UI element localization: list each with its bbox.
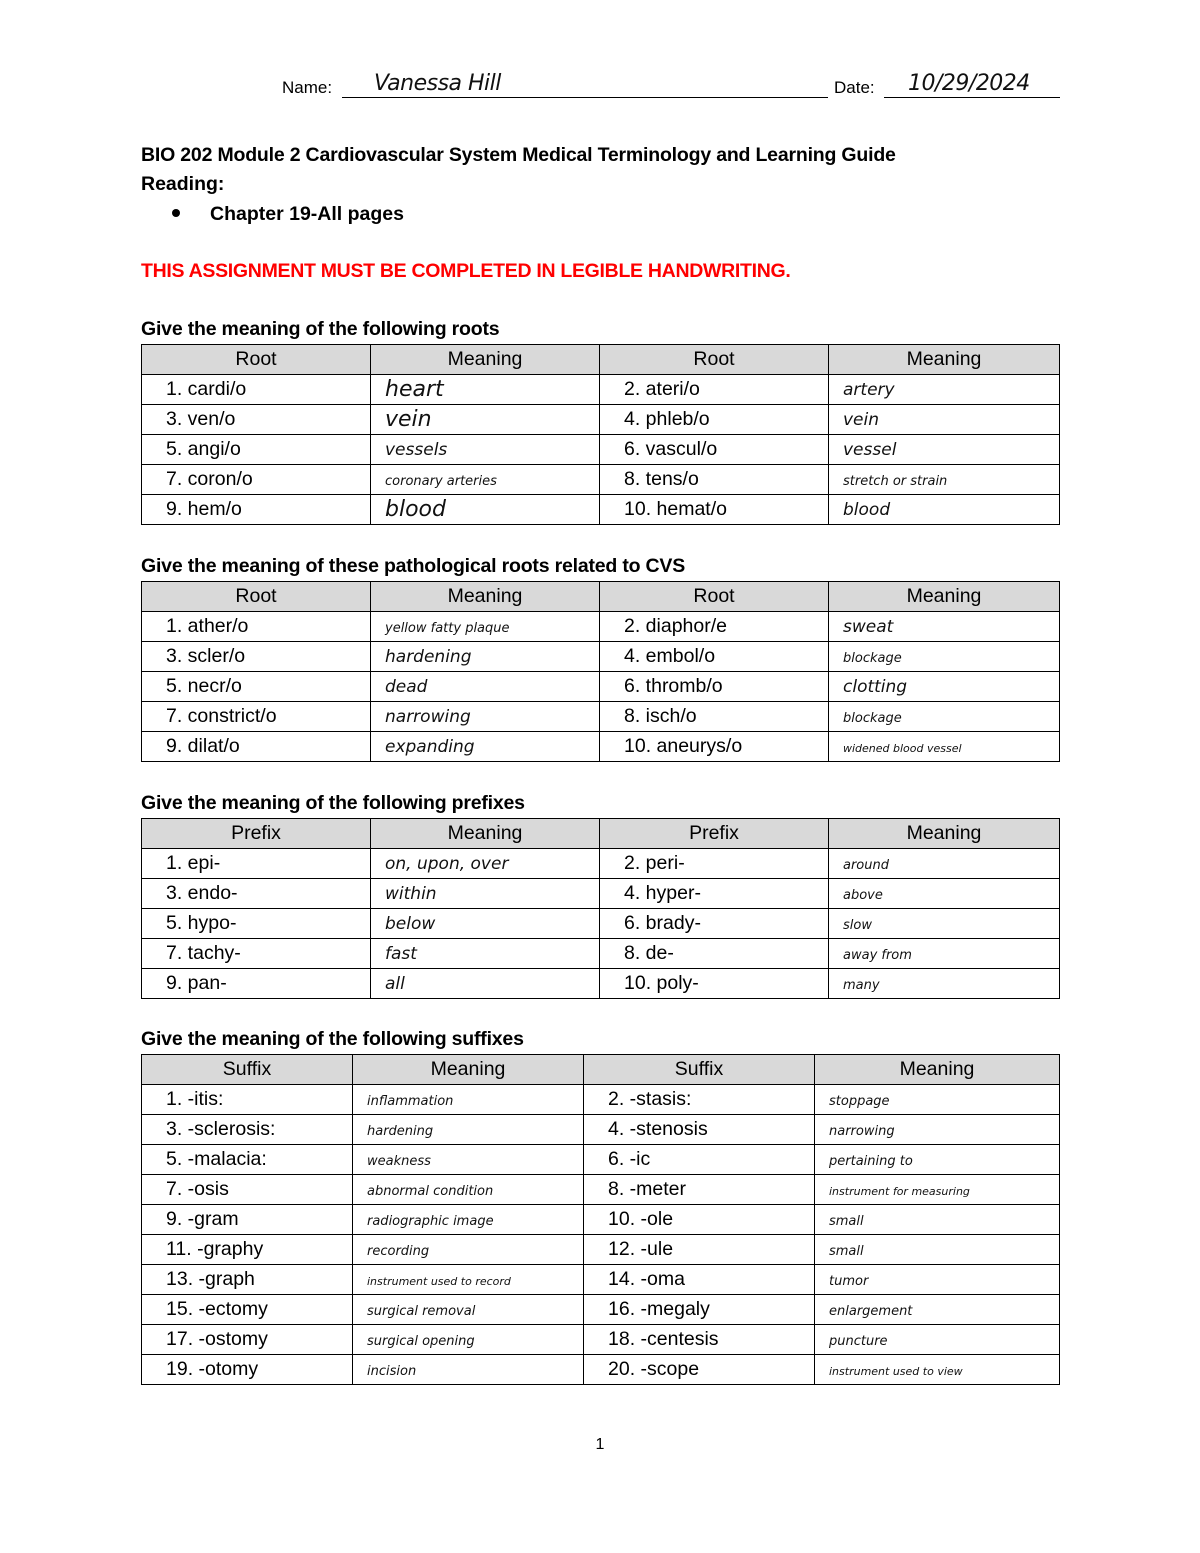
answer-cell[interactable] [353, 1205, 584, 1235]
term-cell: 9. -gram [142, 1205, 353, 1235]
answer-text: blockage [843, 651, 902, 666]
term-cell: 20. -scope [584, 1355, 815, 1385]
table-header-row [142, 1055, 1060, 1085]
answer-cell[interactable] [371, 702, 600, 732]
name-value: Vanessa Hill [374, 71, 501, 96]
answer-cell[interactable] [829, 672, 1060, 702]
answer-text: recording [367, 1244, 430, 1259]
answer-text: surgical opening [367, 1334, 475, 1349]
header-row [282, 70, 1062, 104]
term-cell: 6. thromb/o [600, 672, 829, 702]
term-cell: 4. phleb/o [600, 405, 829, 435]
column-header: Meaning [371, 345, 600, 375]
table-row [142, 702, 1060, 732]
answer-cell[interactable] [353, 1355, 584, 1385]
table-row [142, 732, 1060, 762]
term-cell: 5. hypo- [142, 909, 371, 939]
pathological-table [141, 581, 1060, 762]
answer-text: blood [843, 500, 891, 520]
term-cell: 9. pan- [142, 969, 371, 999]
term-cell: 7. constrict/o [142, 702, 371, 732]
table-row [142, 1325, 1060, 1355]
term-cell: 1. ather/o [142, 612, 371, 642]
handwriting-warning: THIS ASSIGNMENT MUST BE COMPLETED IN LEGIBLE HANDWRITING. [141, 260, 791, 282]
table-row [142, 1265, 1060, 1295]
answer-cell[interactable] [815, 1145, 1060, 1175]
answer-text: narrowing [829, 1124, 895, 1139]
answer-text: vessel [843, 440, 897, 460]
answer-text: on, upon, over [385, 854, 509, 874]
answer-cell[interactable] [815, 1175, 1060, 1205]
column-header: Meaning [829, 582, 1060, 612]
term-cell: 8. -meter [584, 1175, 815, 1205]
answer-text: instrument for measuring [829, 1185, 970, 1198]
answer-cell[interactable] [353, 1085, 584, 1115]
answer-text: sweat [843, 617, 894, 637]
answer-cell[interactable] [371, 909, 600, 939]
answer-cell[interactable] [815, 1295, 1060, 1325]
table-header-row [142, 819, 1060, 849]
answer-cell[interactable] [829, 612, 1060, 642]
date-label: Date: [834, 78, 875, 97]
answer-text: within [385, 884, 437, 904]
column-header: Root [142, 582, 371, 612]
table-row [142, 495, 1060, 525]
table-row [142, 465, 1060, 495]
term-cell: 1. cardi/o [142, 375, 371, 405]
answer-text: vein [385, 407, 432, 432]
answer-text: clotting [843, 677, 908, 697]
answer-cell[interactable] [353, 1145, 584, 1175]
column-header: Prefix [600, 819, 829, 849]
term-cell: 10. hemat/o [600, 495, 829, 525]
term-cell: 4. embol/o [600, 642, 829, 672]
answer-text: puncture [829, 1334, 888, 1349]
term-cell: 3. -sclerosis: [142, 1115, 353, 1145]
page-number: 1 [595, 1436, 605, 1453]
answer-cell[interactable] [371, 672, 600, 702]
table-row [142, 375, 1060, 405]
term-cell: 12. -ule [584, 1235, 815, 1265]
reading-item-text: Chapter 19-All pages [210, 203, 404, 225]
table-row [142, 1205, 1060, 1235]
table-row [142, 1115, 1060, 1145]
term-cell: 17. -ostomy [142, 1325, 353, 1355]
date-value: 10/29/2024 [908, 71, 1030, 96]
term-cell: 1. -itis: [142, 1085, 353, 1115]
answer-text: blood [385, 497, 446, 522]
answer-cell[interactable] [829, 465, 1060, 495]
term-cell: 5. -malacia: [142, 1145, 353, 1175]
term-cell: 7. coron/o [142, 465, 371, 495]
answer-text: heart [385, 377, 444, 402]
term-cell: 6. -ic [584, 1145, 815, 1175]
column-header: Prefix [142, 819, 371, 849]
answer-cell[interactable] [815, 1325, 1060, 1355]
answer-text: away from [843, 948, 912, 963]
prefixes-table [141, 818, 1060, 999]
answer-cell[interactable] [371, 375, 600, 405]
term-cell: 4. hyper- [600, 879, 829, 909]
table-row [142, 879, 1060, 909]
term-cell: 5. necr/o [142, 672, 371, 702]
term-cell: 3. ven/o [142, 405, 371, 435]
answer-text: instrument used to record [367, 1275, 511, 1288]
answer-cell[interactable] [829, 702, 1060, 732]
column-header: Root [142, 345, 371, 375]
answer-text: hardening [367, 1124, 434, 1139]
table-row [142, 1355, 1060, 1385]
answer-text: surgical removal [367, 1304, 476, 1319]
answer-text: tumor [829, 1274, 869, 1289]
term-cell: 10. -ole [584, 1205, 815, 1235]
term-cell: 19. -otomy [142, 1355, 353, 1385]
answer-text: yellow fatty plaque [385, 621, 510, 636]
term-cell: 2. ateri/o [600, 375, 829, 405]
answer-cell[interactable] [829, 909, 1060, 939]
date-field[interactable] [884, 68, 1060, 98]
answer-text: narrowing [385, 707, 471, 727]
term-cell: 10. poly- [600, 969, 829, 999]
answer-text: instrument used to view [829, 1365, 963, 1378]
answer-text: above [843, 888, 883, 903]
answer-text: inflammation [367, 1094, 454, 1109]
term-cell: 7. -osis [142, 1175, 353, 1205]
answer-cell[interactable] [371, 939, 600, 969]
table-row [142, 1175, 1060, 1205]
term-cell: 8. tens/o [600, 465, 829, 495]
term-cell: 16. -megaly [584, 1295, 815, 1325]
column-header: Suffix [584, 1055, 815, 1085]
answer-text: widened blood vessel [843, 742, 962, 755]
term-cell: 8. isch/o [600, 702, 829, 732]
term-cell: 15. -ectomy [142, 1295, 353, 1325]
table-row [142, 1085, 1060, 1115]
answer-cell[interactable] [353, 1115, 584, 1145]
suffixes-heading: Give the meaning of the following suffixes [141, 1028, 524, 1050]
answer-text: all [385, 974, 405, 994]
term-cell: 13. -graph [142, 1265, 353, 1295]
term-cell: 3. endo- [142, 879, 371, 909]
answer-text: below [385, 914, 436, 934]
term-cell: 6. vascul/o [600, 435, 829, 465]
answer-cell[interactable] [371, 435, 600, 465]
answer-cell[interactable] [371, 969, 600, 999]
answer-text: stoppage [829, 1094, 890, 1109]
table-row [142, 849, 1060, 879]
answer-cell[interactable] [371, 879, 600, 909]
answer-cell[interactable] [815, 1085, 1060, 1115]
answer-cell[interactable] [353, 1295, 584, 1325]
answer-cell[interactable] [371, 732, 600, 762]
table-row [142, 969, 1060, 999]
term-cell: 18. -centesis [584, 1325, 815, 1355]
term-cell: 2. -stasis: [584, 1085, 815, 1115]
answer-text: hardening [385, 647, 472, 667]
term-cell: 7. tachy- [142, 939, 371, 969]
column-header: Meaning [371, 582, 600, 612]
answer-cell[interactable] [371, 642, 600, 672]
answer-text: pertaining to [829, 1154, 913, 1169]
table-row [142, 435, 1060, 465]
answer-text: small [829, 1244, 864, 1259]
answer-cell[interactable] [829, 642, 1060, 672]
answer-cell[interactable] [353, 1235, 584, 1265]
column-header: Suffix [142, 1055, 353, 1085]
table-row [142, 1145, 1060, 1175]
roots-table [141, 344, 1060, 525]
answer-cell[interactable] [353, 1175, 584, 1205]
answer-text: abnormal condition [367, 1184, 494, 1199]
table-row [142, 612, 1060, 642]
bullet-icon [172, 209, 180, 217]
table-row [142, 939, 1060, 969]
term-cell: 3. scler/o [142, 642, 371, 672]
answer-text: radiographic image [367, 1214, 494, 1229]
answer-cell[interactable] [829, 879, 1060, 909]
roots-heading: Give the meaning of the following roots [141, 318, 500, 340]
pathological-heading: Give the meaning of these pathological roots related to CVS [141, 555, 686, 577]
answer-text: blockage [843, 711, 902, 726]
answer-cell[interactable] [371, 849, 600, 879]
answer-cell[interactable] [371, 612, 600, 642]
answer-cell[interactable] [829, 435, 1060, 465]
answer-cell[interactable] [829, 405, 1060, 435]
page-title: BIO 202 Module 2 Cardiovascular System Medical Terminology and Learning Guide [141, 144, 896, 166]
column-header: Meaning [815, 1055, 1060, 1085]
name-label: Name: [282, 78, 333, 97]
answer-cell[interactable] [353, 1325, 584, 1355]
answer-cell[interactable] [829, 495, 1060, 525]
term-cell: 5. angi/o [142, 435, 371, 465]
table-row [142, 405, 1060, 435]
answer-text: many [843, 978, 880, 993]
term-cell: 1. epi- [142, 849, 371, 879]
column-header: Root [600, 345, 829, 375]
answer-cell[interactable] [815, 1235, 1060, 1265]
answer-cell[interactable] [829, 939, 1060, 969]
term-cell: 10. aneurys/o [600, 732, 829, 762]
answer-cell[interactable] [371, 465, 600, 495]
table-row [142, 909, 1060, 939]
reading-item [172, 203, 404, 226]
reading-label: Reading: [141, 173, 225, 195]
term-cell: 2. peri- [600, 849, 829, 879]
answer-cell[interactable] [829, 732, 1060, 762]
answer-text: slow [843, 918, 872, 933]
table-header-row [142, 345, 1060, 375]
term-cell: 6. brady- [600, 909, 829, 939]
answer-cell[interactable] [815, 1205, 1060, 1235]
term-cell: 14. -oma [584, 1265, 815, 1295]
name-field[interactable] [342, 68, 828, 98]
term-cell: 11. -graphy [142, 1235, 353, 1265]
column-header: Meaning [829, 345, 1060, 375]
table-row [142, 1235, 1060, 1265]
answer-cell[interactable] [371, 495, 600, 525]
answer-cell[interactable] [829, 849, 1060, 879]
answer-text: small [829, 1214, 864, 1229]
answer-cell[interactable] [371, 405, 600, 435]
answer-cell[interactable] [815, 1265, 1060, 1295]
answer-text: coronary arteries [385, 474, 497, 489]
prefixes-heading: Give the meaning of the following prefixes [141, 792, 525, 814]
column-header: Meaning [353, 1055, 584, 1085]
answer-cell[interactable] [829, 375, 1060, 405]
suffixes-table [141, 1054, 1060, 1385]
answer-text: vessels [385, 440, 448, 460]
answer-text: artery [843, 380, 895, 400]
answer-cell[interactable] [353, 1265, 584, 1295]
answer-text: weakness [367, 1154, 431, 1169]
table-row [142, 672, 1060, 702]
answer-text: incision [367, 1364, 417, 1379]
answer-cell[interactable] [815, 1115, 1060, 1145]
table-row [142, 642, 1060, 672]
answer-text: expanding [385, 737, 475, 757]
answer-cell[interactable] [815, 1355, 1060, 1385]
answer-text: stretch or strain [843, 474, 948, 489]
term-cell: 9. dilat/o [142, 732, 371, 762]
term-cell: 4. -stenosis [584, 1115, 815, 1145]
term-cell: 9. hem/o [142, 495, 371, 525]
answer-text: dead [385, 677, 428, 697]
table-header-row [142, 582, 1060, 612]
answer-text: fast [385, 944, 417, 964]
answer-text: around [843, 858, 889, 873]
column-header: Meaning [829, 819, 1060, 849]
term-cell: 8. de- [600, 939, 829, 969]
answer-text: vein [843, 410, 880, 430]
answer-cell[interactable] [829, 969, 1060, 999]
column-header: Meaning [371, 819, 600, 849]
table-row [142, 1295, 1060, 1325]
answer-text: enlargement [829, 1304, 913, 1319]
term-cell: 2. diaphor/e [600, 612, 829, 642]
column-header: Root [600, 582, 829, 612]
